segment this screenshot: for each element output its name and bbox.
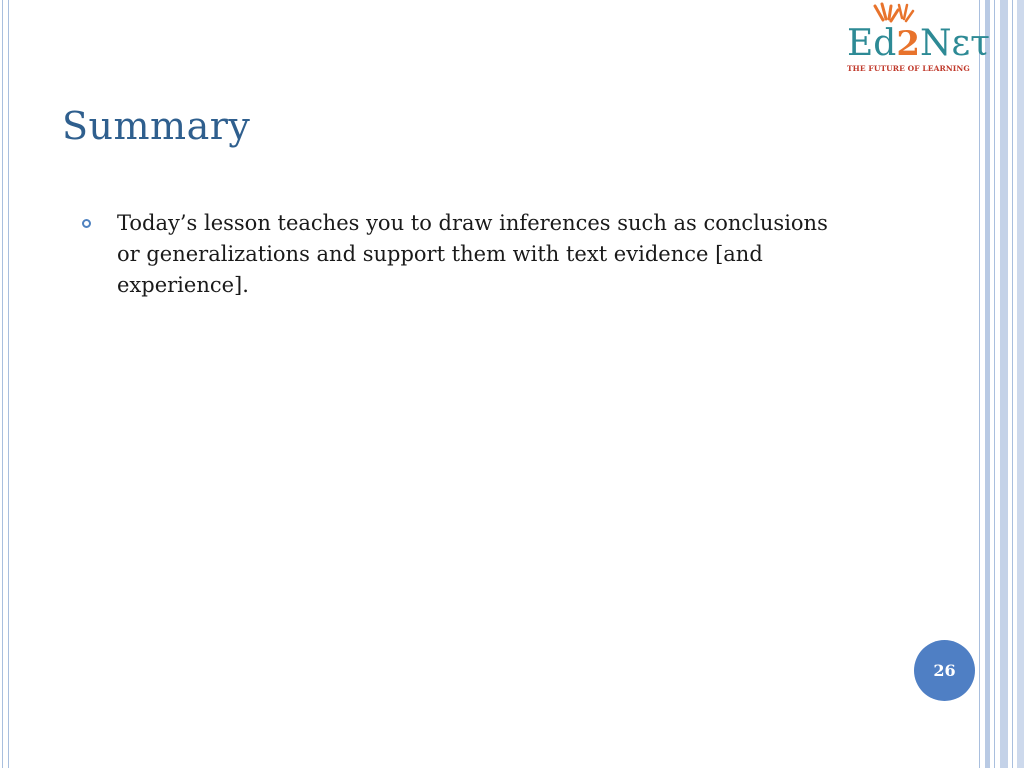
logo-tagline: THE FUTURE OF LEARNING: [847, 64, 970, 73]
logo-text-ed: Ed: [847, 23, 897, 64]
logo-text-net: Nετ: [920, 23, 991, 64]
slide-title: Summary: [62, 104, 251, 148]
page-number-badge: [914, 640, 975, 701]
logo-wordmark: [847, 24, 990, 64]
right-border-line: [979, 0, 980, 768]
bullet-text: Today’s lesson teaches you to draw inferences such as conclusions or generalizations and support them with text evidence [and experience].: [117, 211, 828, 297]
right-border-bar: [1000, 0, 1008, 768]
ed2net-logo: [843, 2, 991, 76]
right-border-bar: [1017, 0, 1024, 768]
ring-bullet-icon: [82, 219, 91, 228]
right-border-bar: [985, 0, 990, 768]
bullet-list: [80, 208, 840, 301]
left-border-line: [2, 0, 3, 768]
left-border-line: [8, 0, 9, 768]
bullet-item: [80, 208, 840, 301]
logo-text-two: 2: [896, 24, 920, 64]
right-border-line: [1012, 0, 1013, 768]
page-number: 26: [933, 661, 956, 680]
right-border-line: [994, 0, 995, 768]
